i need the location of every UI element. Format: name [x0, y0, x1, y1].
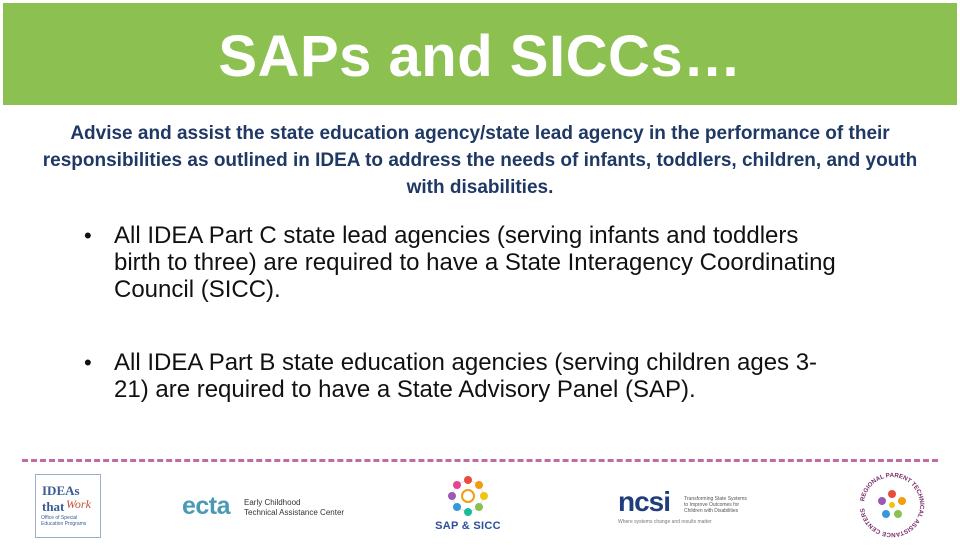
- bullet-text: All IDEA Part C state lead agencies (serving infants and toddlers birth to three) are required to have a State Interagency Coordinating Council (SICC).: [114, 222, 836, 303]
- regional-parent-ta-centers-logo: [852, 470, 932, 540]
- sap-sicc-logo: [424, 472, 512, 536]
- ecta-logo: ecta Early Childhood Technical Assistance Center: [182, 492, 345, 520]
- svg-text:REGIONAL PARENT TECHNICAL ASSI: REGIONAL PARENT TECHNICAL ASSISTANCE CENTERS: [859, 471, 926, 539]
- bullet-item: [84, 222, 844, 303]
- title-banner: [3, 3, 957, 105]
- people-circle-icon: [424, 472, 512, 520]
- bullet-marker: •: [84, 223, 92, 248]
- rptac-emblem-icon: [852, 470, 932, 540]
- dashed-divider: [22, 459, 938, 462]
- ideas-that-work-logo: IDEAs that Work Office of Special Education Programs: [35, 474, 101, 538]
- sap-sicc-caption: SAP & SICC: [435, 520, 501, 532]
- ncsi-logo: ncsi Transforming State Systems to Improve Outcomes for Children with Disabilities Where systems change and results matter: [618, 486, 747, 525]
- bullet-item: [84, 349, 844, 403]
- bullet-marker: •: [84, 350, 92, 375]
- slide-title: SAPs and SICCs…: [218, 24, 742, 89]
- partner-logos: [0, 470, 960, 540]
- bullet-text: All IDEA Part B state education agencies (serving children ages 3-21) are required to have a State Advisory Panel (SAP).: [114, 349, 818, 403]
- bullet-list: [84, 222, 844, 403]
- lead-statement: Advise and assist the state education agency/state lead agency in the performance of their responsibilities as outlined in IDEA to address the needs of infants, toddlers, children, and youth with disabilities.: [42, 123, 918, 198]
